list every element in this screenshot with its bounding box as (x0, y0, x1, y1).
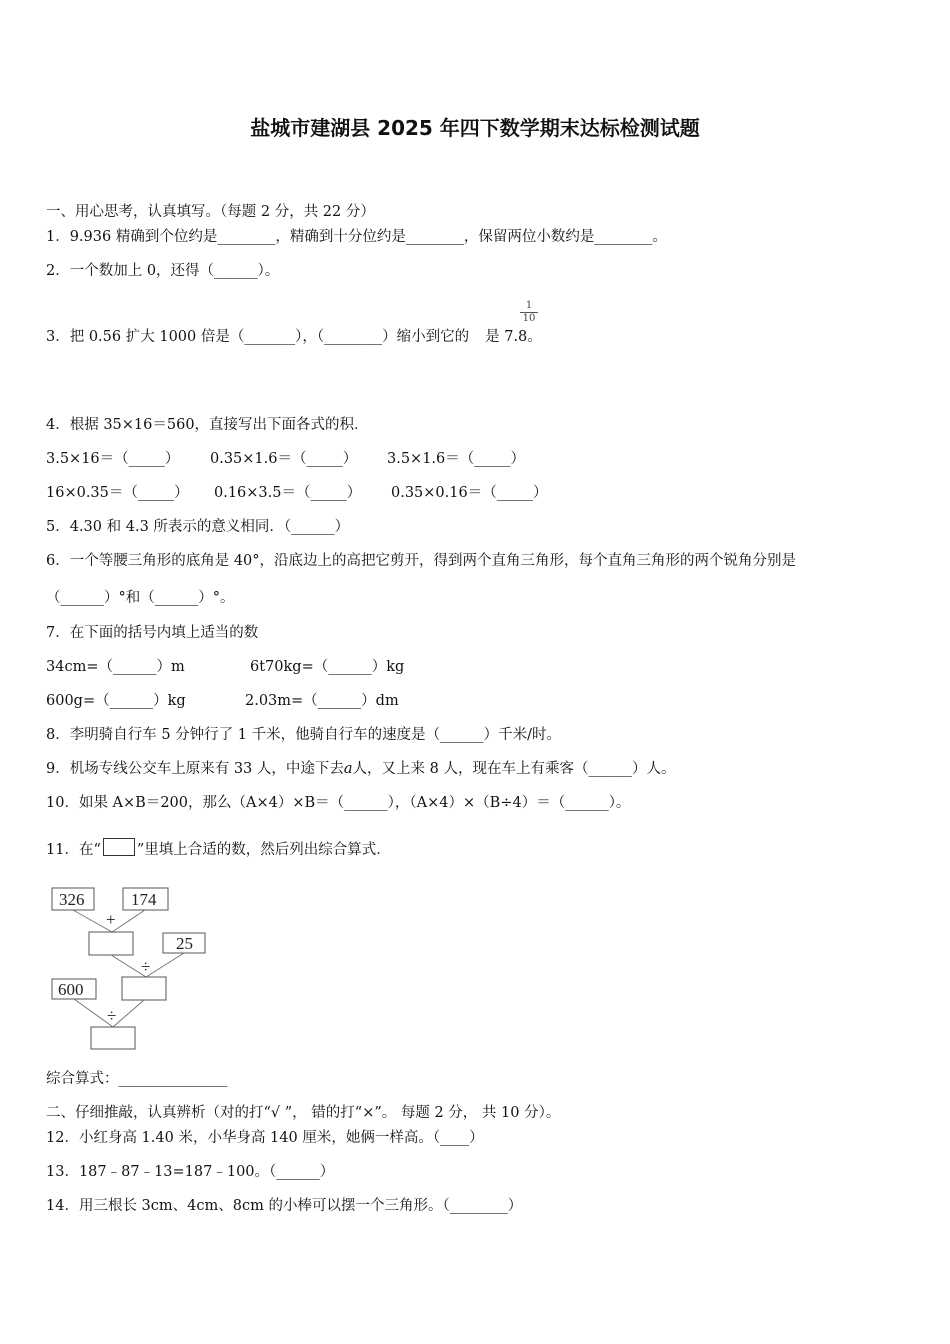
number-174: 174 (131, 890, 157, 909)
question-11-after: ”里填上合适的数，然后列出综合算式． (136, 842, 391, 858)
fraction-denominator: 10 (522, 313, 536, 324)
plus-operator: + (106, 910, 116, 929)
question-3 (46, 327, 542, 347)
question-7-stem: 7．在下面的括号内填上适当的数 (46, 625, 259, 641)
question-12: 12．小红身高 1.40 米，小华身高 140 厘米，她俩一样高。（____） (46, 1130, 484, 1146)
answer-box-1[interactable] (89, 932, 133, 955)
q4-item-5: 0.16×3.5＝（_____） (214, 485, 362, 501)
number-600: 600 (58, 980, 84, 999)
q4-item-4: 16×0.35＝（_____） (46, 485, 189, 501)
q4-item-2: 0.35×1.6＝（_____） (210, 451, 358, 467)
q4-item-6: 0.35×0.16＝（_____） (391, 485, 548, 501)
question-6-line1: 6．一个等腰三角形的底角是 40°，沿底边上的高把它剪开，得到两个直角三角形，每个直角三角形的两个锐角分别是 (46, 553, 797, 569)
q4-item-3: 3.5×1.6＝（_____） (387, 451, 526, 467)
fraction-numerator: 1 (520, 300, 538, 313)
question-6-line2: （______）°和（______）°。 (46, 590, 235, 606)
divide-operator-1: ÷ (141, 957, 151, 976)
q7-item-3: 600g=（______）kg (46, 693, 186, 709)
question-9-before: 9．机场专线公交车上原来有 33 人，中途下去 (46, 761, 344, 777)
connector-line (146, 953, 184, 977)
question-11-before: 11．在“ (46, 842, 101, 858)
q7-item-1: 34cm=（______）m (46, 659, 185, 675)
combined-formula: 综合算式：_______________ (46, 1071, 228, 1087)
variable-a: a (343, 761, 353, 777)
divide-operator-2: ÷ (107, 1006, 117, 1025)
question-11 (46, 838, 391, 860)
connector-line (113, 1000, 144, 1027)
question-10: 10．如果 A×B＝200，那么（A×4）×B＝（______），（A×4）×（B÷4）＝（______）。 (46, 795, 631, 811)
answer-box-2[interactable] (122, 977, 166, 1000)
question-1: 1．9.936 精确到个位约是________，精确到十分位约是________，保留两位小数约是________。 (46, 229, 667, 245)
question-13: 13．187﹣87﹣13=187﹣100。（______） (46, 1164, 335, 1180)
question-3-after: 是 7.8。 (485, 329, 542, 345)
calculation-diagram (46, 880, 216, 1055)
question-9 (46, 759, 676, 779)
question-5: 5．4.30 和 4.3 所表示的意义相同．（______） (46, 519, 350, 535)
question-9-after: 人，又上来 8 人，现在车上有乘客（______）人。 (352, 761, 676, 777)
q7-item-4: 2.03m=（______）dm (245, 693, 399, 709)
answer-box-3[interactable] (91, 1027, 135, 1049)
number-326: 326 (59, 890, 85, 909)
number-25: 25 (176, 934, 193, 953)
fraction-one-tenth (520, 300, 538, 325)
section1-header: 一、用心思考，认真填写。（每题 2 分，共 22 分） (46, 204, 375, 220)
section2-header: 二、仔细推敲，认真辨析（对的打“√ ”， 错的打“×”。 每题 2 分， 共 10 分）。 (46, 1105, 561, 1121)
question-14: 14．用三根长 3cm、4cm、8cm 的小棒可以摆一个三角形。（________） (46, 1198, 523, 1214)
question-4-stem: 4．根据 35×16＝560，直接写出下面各式的积． (46, 417, 369, 433)
connector-line (112, 910, 145, 932)
q7-item-2: 6t70kg=（______）kg (250, 659, 405, 675)
question-2: 2．一个数加上 0，还得（______）。 (46, 263, 280, 279)
q4-item-1: 3.5×16＝（_____） (46, 451, 180, 467)
question-8: 8．李明骑自行车 5 分钟行了 1 千米，他骑自行车的速度是（______）千米/时。 (46, 727, 561, 743)
page-title: 盐城市建湖县 2025 年四下数学期末达标检测试题 (250, 116, 700, 140)
question-3-before: 3．把 0.56 扩大 1000 倍是（_______），（________）缩小到它的 (46, 329, 470, 345)
answer-box-icon (103, 838, 135, 856)
